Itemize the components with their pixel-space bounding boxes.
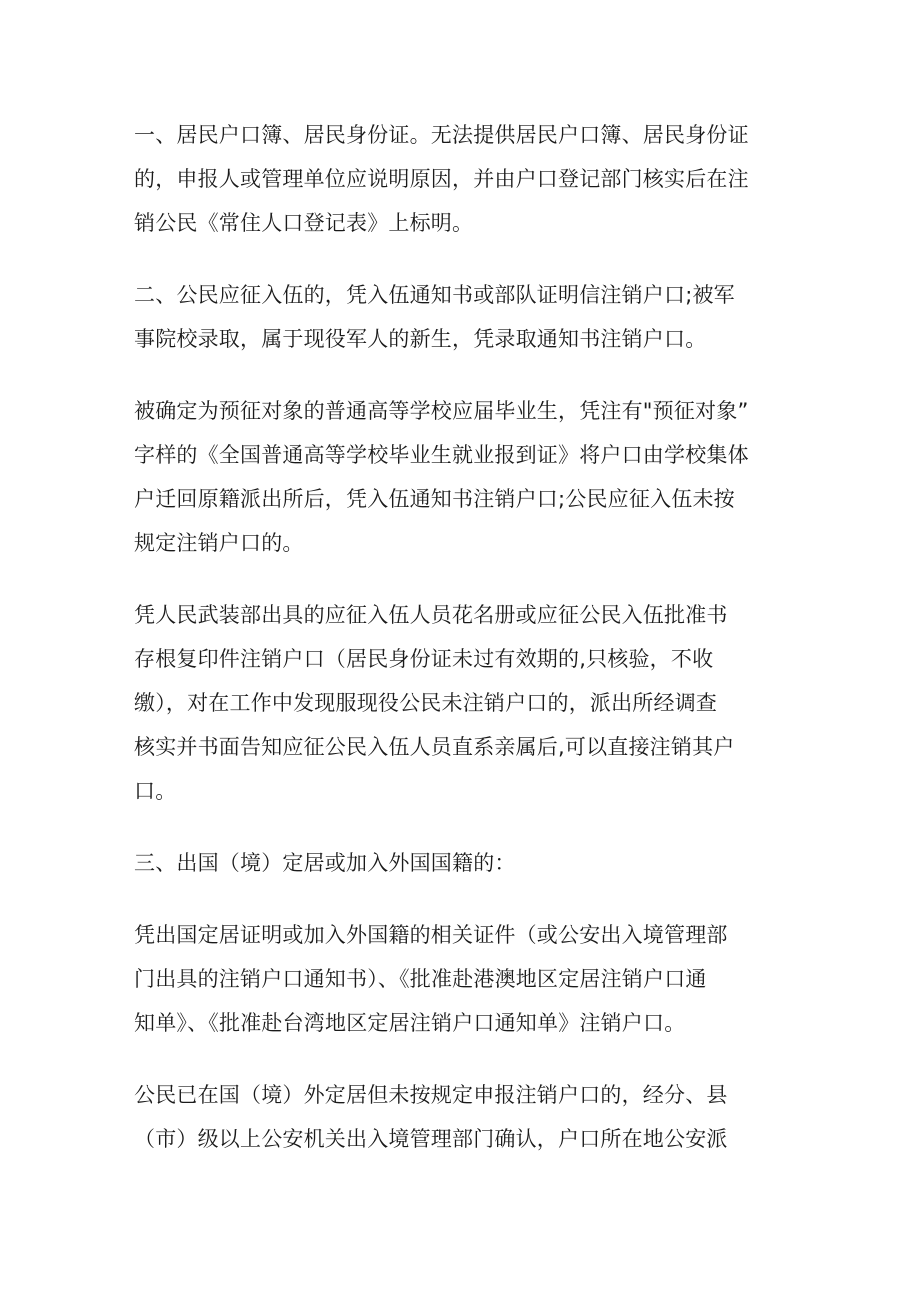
text-line: 二、公民应征入伍的，凭入伍通知书或部队证明信注销户口;被军 <box>134 283 735 307</box>
text-line: 知单》、《批准赴台湾地区定居注销户口通知单》注销户口。 <box>134 1011 686 1035</box>
text-line: 缴），对在工作中发现服现役公民未注销户口的，派出所经调查 <box>134 691 718 715</box>
paragraph-military-enlistment <box>134 273 794 361</box>
paragraph-overseas-settlement <box>134 1073 794 1161</box>
text-line: 三、出国（境）定居或加入外国国籍的： <box>134 851 516 875</box>
paragraph-heading-emigration <box>134 841 794 885</box>
text-line: 公民已在国（境）外定居但未按规定申报注销户口的，经分、县 <box>134 1083 728 1107</box>
paragraph-household-register-id <box>134 113 794 245</box>
text-line: 核实并书面告知应征公民入伍人员直系亲属后,可以直接注销其户 <box>134 735 735 759</box>
text-line: 一、居民户口簿、居民身份证。无法提供居民户口簿、居民身份证 <box>134 123 749 147</box>
text-line: 存根复印件注销户口（居民身份证未过有效期的,只核验，不收 <box>134 647 714 671</box>
text-line: （市）级以上公安机关出入境管理部门确认，户口所在地公安派 <box>134 1127 728 1151</box>
text-line: 凭人民武装部出具的应征入伍人员花名册或应征公民入伍批准书 <box>134 603 728 627</box>
paragraph-pre-conscription-graduates <box>134 389 794 565</box>
text-line: 门出具的注销户口通知书）、《批准赴港澳地区定居注销户口通 <box>134 967 707 991</box>
text-line: 销公民《常住人口登记表》上标明。 <box>134 211 474 235</box>
text-line: 口。 <box>134 779 177 803</box>
paragraph-emigration-certificates <box>134 913 794 1045</box>
text-line: 事院校录取，属于现役军人的新生，凭录取通知书注销户口。 <box>134 327 707 351</box>
text-line: 字样的《全国普通高等学校毕业生就业报到证》将户口由学校集体 <box>134 443 749 467</box>
text-line: 户迁回原籍派出所后，凭入伍通知书注销户口;公民应征入伍未按 <box>134 487 735 511</box>
text-line: 的，申报人或管理单位应说明原因，并由户口登记部门核实后在注 <box>134 167 749 191</box>
text-line: 规定注销户口的。 <box>134 531 304 555</box>
text-line: 被确定为预征对象的普通高等学校应届毕业生，凭注有"预征对象” <box>134 399 749 423</box>
document-body <box>134 113 794 1189</box>
paragraph-armed-forces-roster <box>134 593 794 813</box>
text-line: 凭出国定居证明或加入外国籍的相关证件（或公安出入境管理部 <box>134 923 728 947</box>
